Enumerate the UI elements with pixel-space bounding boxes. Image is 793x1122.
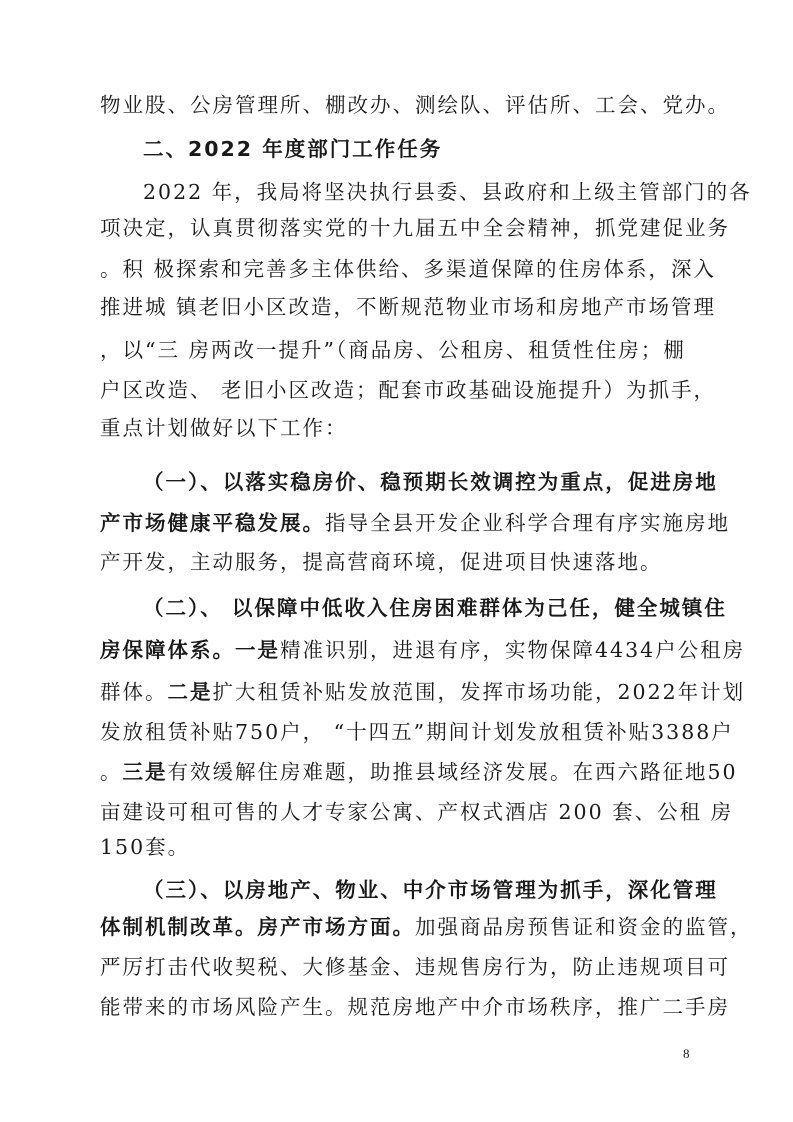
text: 产开发，主动服务，提高营商环境，促进项目快速落地。: [100, 550, 663, 574]
text: ，以“三 房两改一提升”（商品房、公租房、租赁性住房；棚: [100, 338, 686, 362]
text: 发放租赁补贴750户， “十四五”期间计划发放租赁补贴3388户: [100, 720, 734, 744]
text-line: [143, 875, 718, 905]
bold-text: （三）、以房地产、物业、中介市场管理为抓手，深化管理: [143, 878, 718, 902]
text-line: [100, 992, 730, 1022]
text: 严厉打击代收契税、大修基金、违规售房行为，防止违规项目可: [100, 955, 730, 979]
text-line: [100, 832, 700, 862]
text: 重点计划做好以下工作：: [100, 416, 348, 440]
bold-text: 二是: [167, 680, 213, 704]
text: 2022 年，我局将坚决执行县委、县政府和上级主管部门的各: [143, 180, 752, 204]
text: 加强商品房预售证和资金的监管，: [415, 915, 753, 939]
text: 精准识别，进退有序，实物保障4434户公租房: [280, 638, 746, 662]
bold-text: 产市场健康平稳发展。: [100, 511, 325, 535]
page-number: 8: [683, 1046, 690, 1061]
bold-text: （一）、以落实稳房价、稳预期长效调控为重点，促进房地: [143, 470, 718, 494]
text: 指导全县开发企业科学合理有序实施房地: [325, 511, 730, 535]
bold-text: 一是: [235, 638, 280, 662]
text: 。: [100, 760, 123, 784]
text-line: [100, 254, 717, 284]
text-line: [100, 717, 734, 747]
text-line: [100, 90, 730, 120]
bold-text: 体制机制改革。房产市场方面。: [100, 915, 415, 939]
text: 项决定，认真贯彻落实党的十九届五中全会精神，抓党建促业务: [100, 216, 730, 240]
text: 。积 极探索和完善多主体供给、多渠道保障的住房体系，深入: [100, 257, 717, 281]
text-line: [100, 952, 730, 982]
bold-text: 三是: [122, 760, 168, 784]
text: 物业股、公房管理所、棚改办、测绘队、评估所、工会、党办。: [100, 93, 730, 117]
text-line: [100, 335, 700, 365]
text-line: [100, 213, 730, 243]
bold-text: （二）、 以保障中低收入住房困难群体为己任，健全城镇住: [143, 596, 727, 620]
text-line: [100, 508, 730, 538]
heading-text: 二、2022 年度部门工作任务: [143, 137, 443, 161]
text: 扩大租赁补贴发放范围，发挥市场功能，2022年计划: [212, 680, 746, 704]
text-line: [100, 413, 700, 443]
section-heading: [143, 134, 703, 164]
text-line: [143, 593, 727, 623]
text-line: [100, 677, 746, 707]
text: 户区改造、 老旧小区改造；配套市政基础设施提升）为抓手，: [100, 378, 717, 402]
text: 群体。: [100, 680, 168, 704]
text: 推进城 镇老旧小区改造，不断规范物业市场和房地产市场管理: [100, 295, 717, 319]
text-line: [100, 635, 746, 665]
text-line: [100, 912, 753, 942]
text-line: [100, 292, 717, 322]
text-line: [100, 375, 717, 405]
text: 亩建设可租可售的人才专家公寓、产权式酒店 200 套、公租 房: [100, 800, 734, 824]
text-line: [143, 467, 718, 497]
bold-text: 房保障体系。: [100, 638, 235, 662]
text: 有效缓解住房难题，助推县域经济发展。在西六路征地50: [167, 760, 738, 784]
text-line: [100, 757, 738, 787]
text: 150套。: [100, 835, 191, 859]
text-line: [100, 547, 700, 577]
text: 能带来的市场风险产生。规范房地产中介市场秩序，推广二手房: [100, 995, 730, 1019]
text-line: [100, 797, 734, 827]
text-line: [143, 177, 752, 207]
